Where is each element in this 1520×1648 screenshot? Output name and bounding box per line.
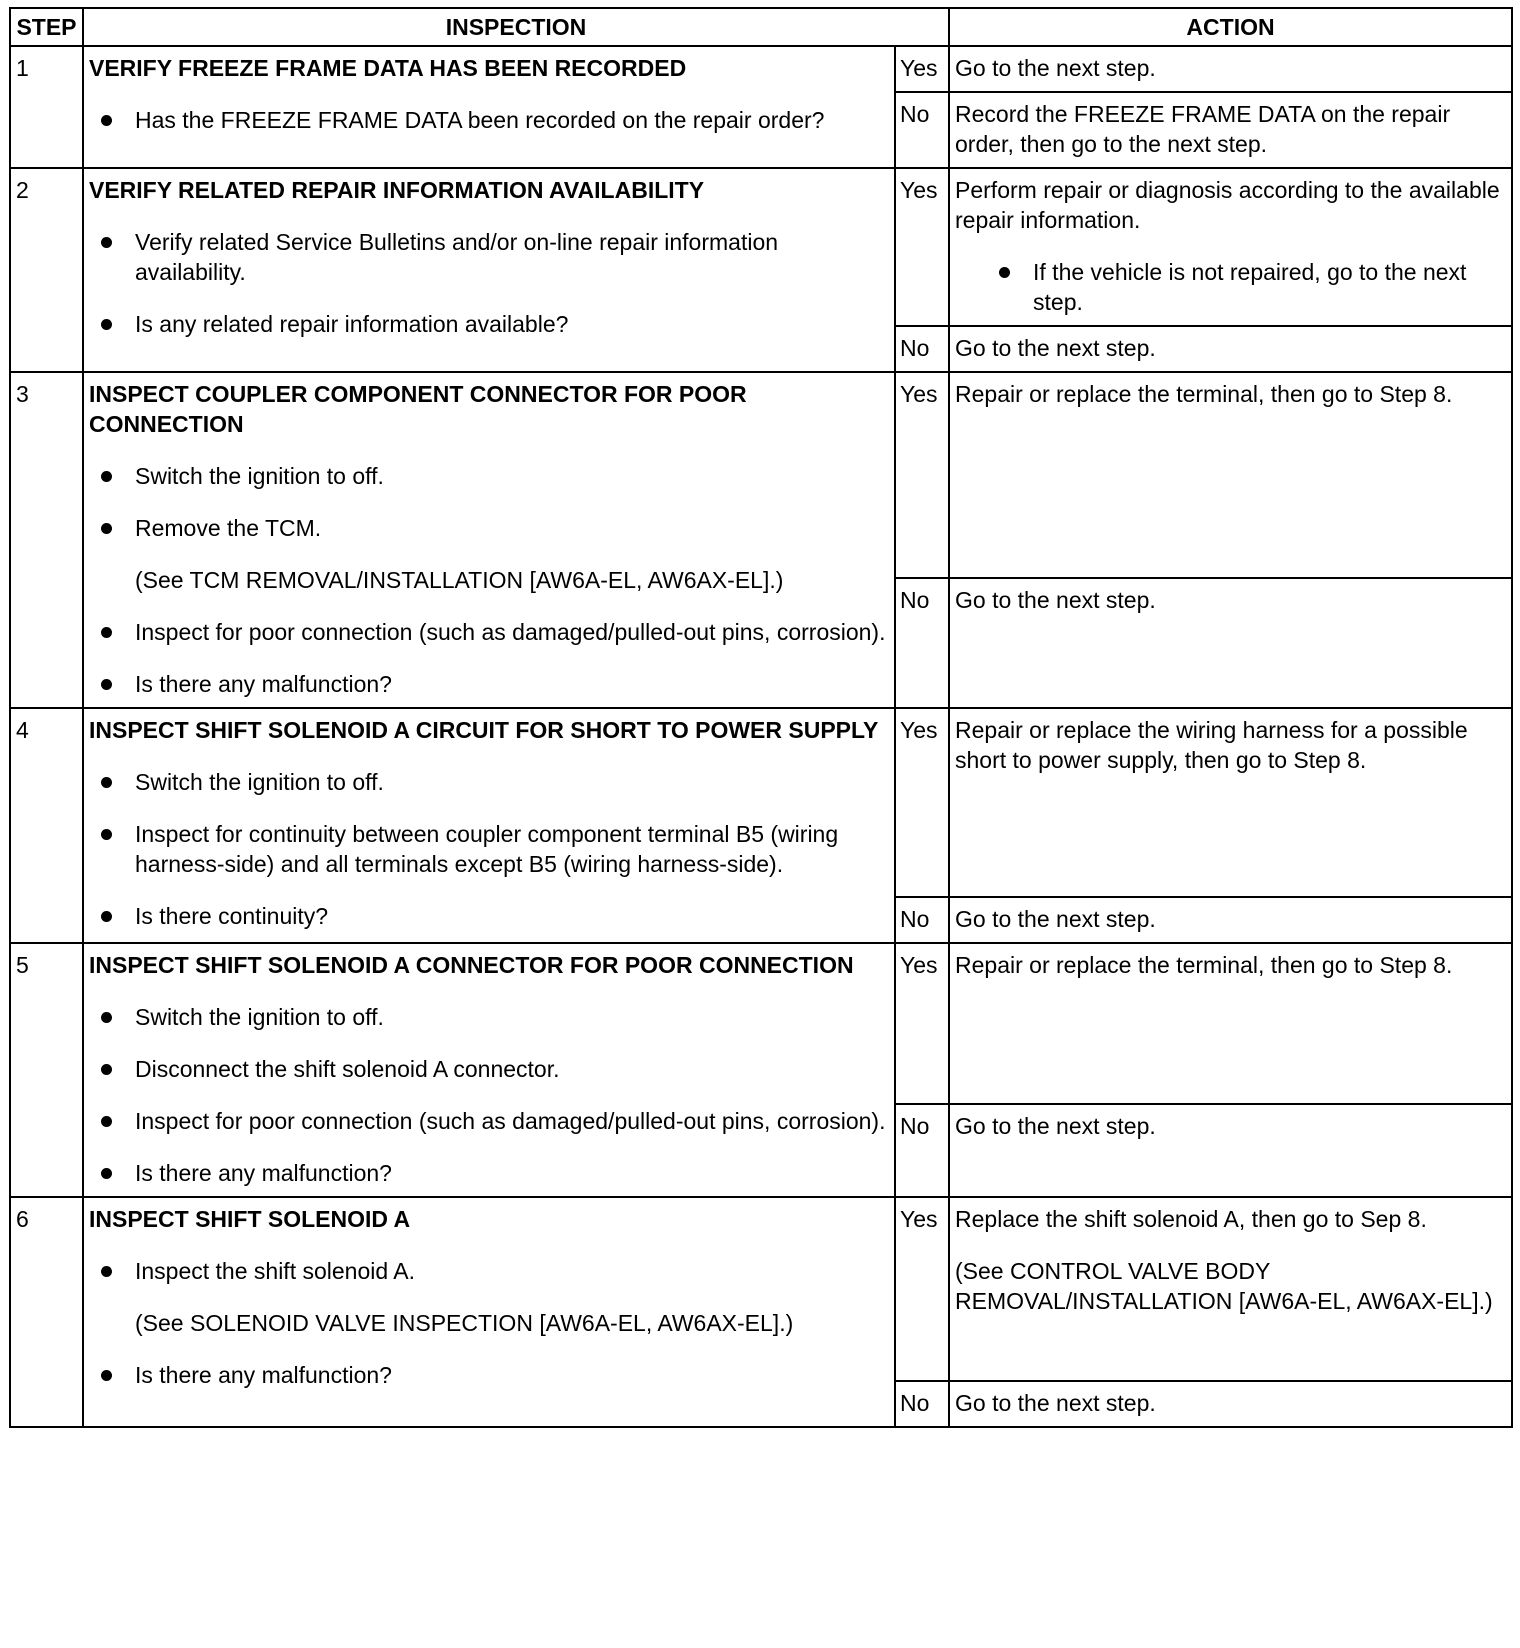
header-step: STEP xyxy=(10,8,83,46)
no-action: Go to the next step. xyxy=(949,326,1512,372)
no-action: Go to the next step. xyxy=(949,1104,1512,1197)
yes-action: Repair or replace the terminal, then go to Step 8. xyxy=(949,943,1512,1104)
inspection-cell xyxy=(83,46,895,168)
list-item: Inspect for poor connection (such as damaged/pulled-out pins, corrosion). xyxy=(135,1106,889,1136)
no-label: No xyxy=(895,897,949,943)
table-row-step-3 xyxy=(10,372,1512,578)
table-header-row xyxy=(10,8,1512,46)
bullet-icon xyxy=(101,829,112,840)
step-title: VERIFY RELATED REPAIR INFORMATION AVAILABILITY xyxy=(89,177,705,203)
yes-label: Yes xyxy=(895,372,949,578)
no-label: No xyxy=(895,92,949,168)
step-title: VERIFY FREEZE FRAME DATA HAS BEEN RECORDED xyxy=(89,55,687,81)
no-label: No xyxy=(895,1104,949,1197)
no-label: No xyxy=(895,1381,949,1427)
list-item: Is there any malfunction? xyxy=(135,1360,889,1390)
no-action: Go to the next step. xyxy=(949,578,1512,708)
step-title: INSPECT SHIFT SOLENOID A xyxy=(89,1206,411,1232)
header-inspection: INSPECTION xyxy=(83,8,949,46)
table-row-step-6 xyxy=(10,1197,1512,1381)
list-item: Inspect the shift solenoid A. xyxy=(135,1256,889,1286)
diagnostic-table xyxy=(9,7,1513,1428)
yes-label: Yes xyxy=(895,708,949,897)
bullet-icon xyxy=(101,319,112,330)
yes-label: Yes xyxy=(895,943,949,1104)
step-title: INSPECT SHIFT SOLENOID A CONNECTOR FOR POOR CONNECTION xyxy=(89,952,854,978)
step-number: 1 xyxy=(10,46,83,168)
list-item: Is there any malfunction? xyxy=(135,669,889,699)
yes-action-cell xyxy=(949,168,1512,326)
list-item: Has the FREEZE FRAME DATA been recorded on the repair order? xyxy=(135,105,889,135)
list-item: Switch the ignition to off. xyxy=(135,1002,889,1032)
inspection-cell xyxy=(83,1197,895,1427)
step-title: INSPECT COUPLER COMPONENT CONNECTOR FOR POOR CONNECTION xyxy=(89,381,747,437)
table-row-step-2 xyxy=(10,168,1512,326)
yes-label: Yes xyxy=(895,1197,949,1381)
no-label: No xyxy=(895,326,949,372)
list-item: If the vehicle is not repaired, go to the next step. xyxy=(1033,257,1506,317)
bullet-icon xyxy=(101,679,112,690)
yes-action-cell xyxy=(949,1197,1512,1381)
yes-action: Replace the shift solenoid A, then go to Sep 8. xyxy=(955,1206,1427,1232)
bullet-icon xyxy=(101,115,112,126)
bullet-icon xyxy=(101,1064,112,1075)
header-action: ACTION xyxy=(949,8,1512,46)
yes-label: Yes xyxy=(895,168,949,326)
yes-action: Perform repair or diagnosis according to the available repair information. xyxy=(955,177,1500,233)
inspection-cell xyxy=(83,372,895,708)
list-item: Is any related repair information available? xyxy=(135,309,889,339)
yes-action: Repair or replace the wiring harness for a possible short to power supply, then go to Step 8. xyxy=(949,708,1512,897)
list-item: Switch the ignition to off. xyxy=(135,767,889,797)
step-number: 5 xyxy=(10,943,83,1197)
yes-label: Yes xyxy=(895,46,949,92)
bullet-icon xyxy=(101,777,112,788)
bullet-icon xyxy=(101,1266,112,1277)
bullet-icon xyxy=(101,1116,112,1127)
bullet-icon xyxy=(101,627,112,638)
table-row-step-4 xyxy=(10,708,1512,897)
no-action: Record the FREEZE FRAME DATA on the repair order, then go to the next step. xyxy=(949,92,1512,168)
bullet-icon xyxy=(999,267,1010,278)
table-row-step-1 xyxy=(10,46,1512,92)
bullet-icon xyxy=(101,523,112,534)
list-item: Verify related Service Bulletins and/or on-line repair information availability. xyxy=(135,227,889,287)
no-action: Go to the next step. xyxy=(949,897,1512,943)
yes-action: Go to the next step. xyxy=(949,46,1512,92)
inspection-cell xyxy=(83,708,895,943)
table-row-step-5 xyxy=(10,943,1512,1104)
step-number: 4 xyxy=(10,708,83,943)
step-number: 3 xyxy=(10,372,83,708)
list-item: Inspect for continuity between coupler component terminal B5 (wiring harness-side) and all terminals except B5 (wiring harness-side). xyxy=(135,819,889,879)
list-item: Disconnect the shift solenoid A connector. xyxy=(135,1054,889,1084)
reference-note: (See CONTROL VALVE BODY REMOVAL/INSTALLATION [AW6A-EL, AW6AX-EL].) xyxy=(955,1258,1493,1314)
step-title: INSPECT SHIFT SOLENOID A CIRCUIT FOR SHORT TO POWER SUPPLY xyxy=(89,717,879,743)
step-number: 6 xyxy=(10,1197,83,1427)
list-item: Is there any malfunction? xyxy=(135,1158,889,1188)
bullet-icon xyxy=(101,1168,112,1179)
reference-note: (See TCM REMOVAL/INSTALLATION [AW6A-EL, AW6AX-EL].) xyxy=(135,567,784,593)
inspection-cell xyxy=(83,943,895,1197)
reference-note: (See SOLENOID VALVE INSPECTION [AW6A-EL, AW6AX-EL].) xyxy=(135,1310,794,1336)
list-item: Remove the TCM. xyxy=(135,513,889,543)
list-item: Inspect for poor connection (such as damaged/pulled-out pins, corrosion). xyxy=(135,617,889,647)
inspection-cell xyxy=(83,168,895,372)
bullet-icon xyxy=(101,1370,112,1381)
no-action: Go to the next step. xyxy=(949,1381,1512,1427)
step-number: 2 xyxy=(10,168,83,372)
bullet-icon xyxy=(101,237,112,248)
no-label: No xyxy=(895,578,949,708)
list-item: Is there continuity? xyxy=(135,901,889,931)
bullet-icon xyxy=(101,1012,112,1023)
bullet-icon xyxy=(101,471,112,482)
bullet-icon xyxy=(101,911,112,922)
yes-action: Repair or replace the terminal, then go to Step 8. xyxy=(949,372,1512,578)
list-item: Switch the ignition to off. xyxy=(135,461,889,491)
